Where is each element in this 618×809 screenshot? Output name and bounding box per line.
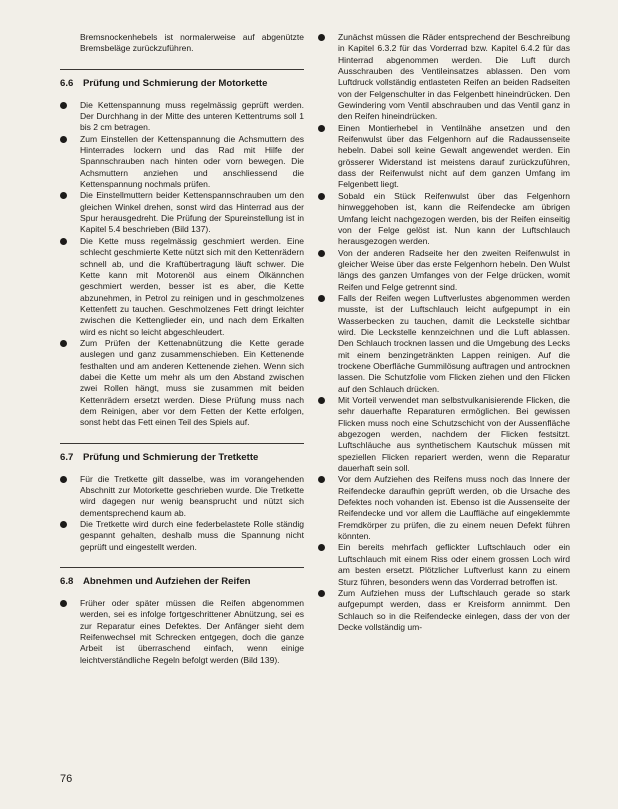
bullet-item [60,236,304,338]
bullet-icon [60,238,67,245]
bullet-item [60,100,304,134]
bullet-text: Vor dem Aufziehen des Reifens muss noch das Innere der Reifendecke daraufhin geprüft werden, ob die Ursache des Defektes noch vohanden ist. Ebenso ist die Aussenseite der Reifendecke und vor allem die Lauffläche auf eingeklemmte Fremdkörper zu prüfen, die zu einem neuen Defekt führen könnten. [338,474,570,542]
bullet-icon [318,295,325,302]
bullet-text: Die Kette muss regelmässig geschmiert werden. Eine schlecht geschmierte Kette nützt sich mit den Kettenrädern schnell ab, und die Kraftübertragung läuft schwer. Die Kette kann mit Motorenöl aus einem Ölkännchen geschmiert werden, besser ist es aber, die Kette abzunehmen, in Petrol zu reinigen und in geschmolzenes Kettenfett zu tauchen. Geschmolzenes Fett dringt leichter zwischen die Kettenglieder ein, und nach dem Erkalten wird es nicht so leicht abgeschleudert. [80,235,304,337]
bullet-item [60,474,304,519]
bullet-item [318,542,570,587]
bullet-icon [60,136,67,143]
bullet-icon [318,250,325,257]
section-6-6 [60,69,304,429]
page-number: 76 [60,773,73,785]
section-heading [60,576,304,588]
bullet-text: Mit Vorteil verwendet man selbstvulkanisierende Flicken, die sehr dauerhafte Reparaturen ermöglichen. Bei gewissen Flicken muss noch eine Schutzschicht von der Aussenfläche abgezogen werden, nachdem der Flicken festsitzt. Luftschläuche aus synthetischem Kautschuk müssen mit speziellen Flicken repariert werden, wenn die Reparatur dauerhaft sein soll. [338,395,570,474]
left-column [60,32,304,666]
section-title: Prüfung und Schmierung der Tretkette [83,451,259,463]
bullet-text: Falls der Reifen wegen Luftverlustes abgenommen werden musste, ist der Luftschlauch leicht aufgepumpt in ein Wasserbecken zu tauchen, damit die Leckstelle sichtbar wird. Die Leckstelle kennzeichnen und die Luft ablassen. Den Schlauch trocknen lassen und die Umgebung des Lecks mit einem benzingetränkten Lappen reinigen. Auf die trockene Oberfläche Gummilösung auftragen und antrocknen lassen. Die Schutzfolie vom Flicken ziehen und den Flicken auf den Schlauch drücken. [338,292,570,394]
bullet-icon [318,544,325,551]
section-divider [60,443,304,444]
bullet-item [318,588,570,633]
section-number: 6.6 [60,77,74,89]
bullet-text: Zunächst müssen die Räder entsprechend der Beschreibung in Kapitel 6.3.2 für das Vorderrad bzw. Kapitel 6.4.2 für das Hinterrad abgenommen werden. Die Luft durch Ausschrauben des Ventileinsatzes ablassen. Den vom Luftdruck vollständig entlasteten Reifen an beiden Radseiten von der Felgenschulter in das Felgenbett hineindrücken. Den Gewindering vom Ventil abschrauben und das Ventil ganz in den Reifen hineindrücken. [338,32,570,122]
bullet-item [60,134,304,191]
section-title: Prüfung und Schmierung der Motorkette [83,77,268,89]
bullet-text: Die Kettenspannung muss regelmässig geprüft werden. Der Durchhang in der Mitte des unteren Kettentrums soll 1 bis 2 cm betragen. [80,99,304,133]
bullet-icon [318,125,325,132]
section-title: Abnehmen und Aufziehen der Reifen [83,576,251,588]
bullet-icon [318,590,325,597]
bullet-text: Früher oder später müssen die Reifen abgenommen werden, sei es infolge fortgeschrittener Abnützung, sei es zur Reparatur eines Defektes. Der Anfänger sieht dem Reifenwechsel mit Schrecken entgegen, doch die ganze Arbeit ist überraschend einfach, wenn einige leichtverständliche Regeln befolgt werden (Bild 139). [80,598,304,665]
section-number: 6.7 [60,451,74,463]
section-6-8 [60,567,304,666]
bullet-icon [60,600,67,607]
section-divider [60,567,304,568]
bullet-item [318,293,570,395]
bullet-item [60,519,304,553]
section-divider [60,69,304,70]
bullet-icon [318,193,325,200]
bullet-text: Von der anderen Radseite her den zweiten Reifenwulst in gleicher Weise über das erste Felgenhorn hebeln. Den Wulst längs des ganzen Umfanges von der Felge drücken, womit Reifen und Felge getrennt sind. [338,247,570,292]
bullet-icon [60,521,67,528]
bullet-text: Zum Einstellen der Kettenspannung die Achsmuttern des Hinterrades lockern und das Rad mit Hilfe der Spannschrauben nach hinten oder vorn bewegen. Die Achsmuttern anziehen und anschliessend die Kettenspannung nochmals prüfen. [80,133,304,190]
bullet-item [318,248,570,293]
bullet-icon [60,476,67,483]
bullet-text: Einen Montierhebel in Ventilnähe ansetzen und den Reifenwulst über das Felgenhorn auf die Radaussenseite hebeln. Dabei soll keine Gewalt angewendet werden. Ein grösserer Widerstand ist meistens darauf zurückzuführen, dass der Reifenwulst nicht auf dem ganzen Umfang im Felgenbett liegt. [338,122,570,190]
bullet-item [318,395,570,474]
bullet-text: Für die Tretkette gilt dasselbe, was im vorangehenden Abschnitt zur Motorkette geschrieben wurde. Die Tretkette wird dagegen nur wenig beansprucht und nützt sich dementsprechend kaum ab. [80,473,304,518]
intro-paragraph: Bremsnockenhebels ist normalerweise auf abgenützte Bremsbeläge zurückzuführen. [80,32,304,54]
bullet-text: Zum Prüfen der Kettenabnützung die Kette gerade auslegen und ganz zusammenschieben. Ein Kettenende festhalten und am anderen Kettenende ziehen. Wenn sich dabei die Kette um mehr als um den Abstand zwischen zwei Rollen hängt, muss sie zusammen mit beiden Kettenrädern ersetzt werden. Diese Prüfung muss nach dem Reinigen, aber vor dem Fetten der Kette erfolgen, sonst hebt das Fett einen Teil des Spiels auf. [80,337,304,428]
section-6-7 [60,443,304,553]
bullet-text: Sobald ein Stück Reifenwulst über das Felgenhorn hinweggehoben ist, kann die Reifendecke am übrigen Umfang leicht nachgezogen werden, bis der Reifen einseitig von der Felge gelöst ist. Nun kann der Luftschlauch herausgezogen werden. [338,190,570,247]
bullet-item [318,191,570,248]
bullet-item [318,474,570,542]
bullet-icon [318,34,325,41]
bullet-item [60,190,304,235]
bullet-icon [60,102,67,109]
bullet-item [318,32,570,123]
bullet-text: Ein bereits mehrfach geflickter Luftschlauch oder ein Luftschlauch mit einem Riss oder einem grossen Loch wird am besten ersetzt. Plötzlicher Luftverlust kann zu einem Sturz führen, besonders wenn das Vorderrad betroffen ist. [338,542,570,587]
bullet-icon [318,397,325,404]
bullet-text: Zum Aufziehen muss der Luftschlauch gerade so stark aufgepumpt werden, dass er Kreisform annimmt. Den Schlauch so in die Reifendecke einlegen, dass der von der Decke vollständig um- [338,587,570,632]
bullet-icon [60,340,67,347]
bullet-text: Die Einstellmuttern beider Kettenspannschrauben um den gleichen Winkel drehen, sonst wird das Hinterrad aus der Spur herausgedreht. Die Prüfung der Spureinstellung ist in Kapitel 5.4 beschrieben (Bild 137). [80,190,304,235]
bullet-text: Die Tretkette wird durch eine federbelastete Rolle ständig gespannt gehalten, deshalb muss die Spannung nicht geprüft und eingestellt werden. [80,519,304,552]
bullet-item [60,598,304,666]
section-heading [60,452,304,464]
bullet-item [318,123,570,191]
bullet-icon [318,476,325,483]
right-column [318,32,570,633]
section-heading [60,78,304,90]
bullet-item [60,338,304,429]
bullet-icon [60,192,67,199]
section-number: 6.8 [60,576,74,588]
